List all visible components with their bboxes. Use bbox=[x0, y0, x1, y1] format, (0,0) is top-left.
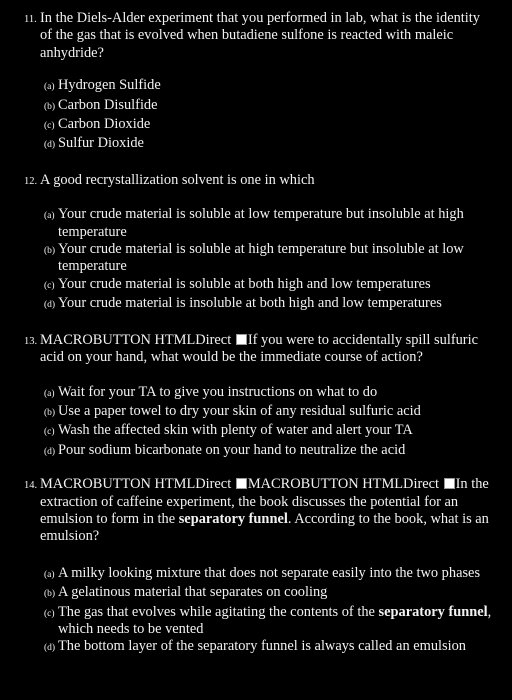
option-c bbox=[44, 276, 492, 295]
checkbox-icon[interactable] bbox=[236, 478, 247, 489]
option-text: Your crude material is insoluble at both high and low temperatures bbox=[58, 295, 442, 312]
question-13 bbox=[24, 331, 492, 461]
bold-term: separatory funnel bbox=[378, 603, 488, 620]
option-text: Carbon Dioxide bbox=[58, 116, 151, 133]
option-list bbox=[36, 384, 492, 462]
question-text bbox=[36, 476, 492, 546]
option-b bbox=[44, 403, 492, 422]
option-letter: (c) bbox=[44, 427, 55, 438]
macrobutton-field: MACROBUTTON HTMLDirect bbox=[40, 331, 232, 348]
option-list bbox=[36, 206, 492, 314]
option-d bbox=[44, 135, 492, 154]
question-text: A good recrystallization solvent is one in which bbox=[40, 171, 315, 188]
option-text: Wash the affected skin with plenty of water and alert your TA bbox=[58, 422, 413, 439]
option-letter: (a) bbox=[44, 211, 55, 222]
option-letter: (a) bbox=[44, 82, 55, 93]
option-list bbox=[36, 77, 492, 155]
option-letter: (b) bbox=[44, 246, 56, 257]
question-11 bbox=[24, 10, 492, 155]
option-a bbox=[44, 77, 492, 96]
option-text-end: , which needs to be vented bbox=[58, 603, 492, 637]
option-text: Pour sodium bicarbonate on your hand to neutralize the acid bbox=[58, 441, 406, 458]
question-12 bbox=[24, 171, 492, 315]
option-letter: (d) bbox=[44, 643, 56, 654]
question-number: 13. bbox=[24, 335, 38, 347]
option-text: A gelatinous material that separates on cooling bbox=[58, 584, 328, 601]
option-letter: (d) bbox=[44, 300, 56, 311]
question-text: In the Diels-Alder experiment that you performed in lab, what is the identity of the gas that is evolved when butadiene sulfone is reacted with maleic anhydride? bbox=[40, 10, 480, 61]
option-a bbox=[44, 384, 492, 403]
option-text: Your crude material is soluble at low temperature but insoluble at high temperature bbox=[58, 206, 464, 240]
option-b bbox=[44, 97, 492, 116]
question-body: If you were to accidentally spill sulfuric acid on your hand, what would be the immediate course of action? bbox=[40, 331, 478, 366]
option-text bbox=[58, 604, 492, 639]
question-number: 14. bbox=[24, 480, 38, 492]
checkbox-icon[interactable] bbox=[236, 334, 247, 345]
option-text: Hydrogen Sulfide bbox=[58, 77, 161, 94]
option-a bbox=[44, 206, 492, 241]
option-text-start: The gas that evolves while agitating the contents of the bbox=[58, 603, 379, 620]
option-letter: (b) bbox=[44, 407, 56, 418]
question-body-end: . According to the book, what is an emulsion? bbox=[40, 510, 489, 545]
question-number: 11. bbox=[24, 14, 37, 25]
option-list bbox=[36, 565, 492, 658]
option-c bbox=[44, 604, 492, 639]
option-c bbox=[44, 422, 492, 441]
option-d bbox=[44, 442, 492, 461]
option-text: Wait for your TA to give you instructions on what to do bbox=[58, 383, 378, 400]
option-a bbox=[44, 565, 492, 584]
option-text: Your crude material is soluble at high temperature but insoluble at low temperature bbox=[58, 241, 464, 275]
option-b bbox=[44, 241, 492, 276]
macrobutton-field: MACROBUTTON HTMLDirect bbox=[40, 476, 232, 493]
option-letter: (d) bbox=[44, 140, 56, 151]
option-c bbox=[44, 116, 492, 135]
option-letter: (a) bbox=[44, 388, 55, 399]
option-text: Use a paper towel to dry your skin of any residual sulfuric acid bbox=[58, 402, 421, 419]
question-14 bbox=[24, 476, 492, 658]
checkbox-icon[interactable] bbox=[444, 478, 455, 489]
option-d bbox=[44, 295, 492, 314]
option-letter: (b) bbox=[44, 101, 56, 112]
option-text: Carbon Disulfide bbox=[58, 96, 158, 113]
option-text: Sulfur Dioxide bbox=[58, 135, 144, 152]
option-d bbox=[44, 638, 492, 657]
option-letter: (d) bbox=[44, 446, 56, 457]
macrobutton-field: MACROBUTTON HTMLDirect bbox=[247, 476, 440, 493]
question-text bbox=[36, 332, 492, 367]
option-letter: (a) bbox=[44, 569, 55, 580]
option-letter: (c) bbox=[44, 608, 55, 619]
option-letter: (c) bbox=[44, 121, 55, 132]
option-text: A milky looking mixture that does not separate easily into the two phases bbox=[58, 564, 481, 581]
option-letter: (c) bbox=[44, 280, 55, 291]
question-number: 12. bbox=[24, 175, 38, 187]
option-letter: (b) bbox=[44, 589, 56, 600]
option-text: Your crude material is soluble at both high and low temperatures bbox=[58, 275, 431, 292]
option-b bbox=[44, 584, 492, 603]
option-text: The bottom layer of the separatory funnel is always called an emulsion bbox=[58, 638, 467, 655]
question-body: In the extraction of caffeine experiment, the book discusses the potential for an emulsion to form in the bbox=[40, 476, 489, 527]
bold-term: separatory funnel bbox=[178, 510, 288, 527]
